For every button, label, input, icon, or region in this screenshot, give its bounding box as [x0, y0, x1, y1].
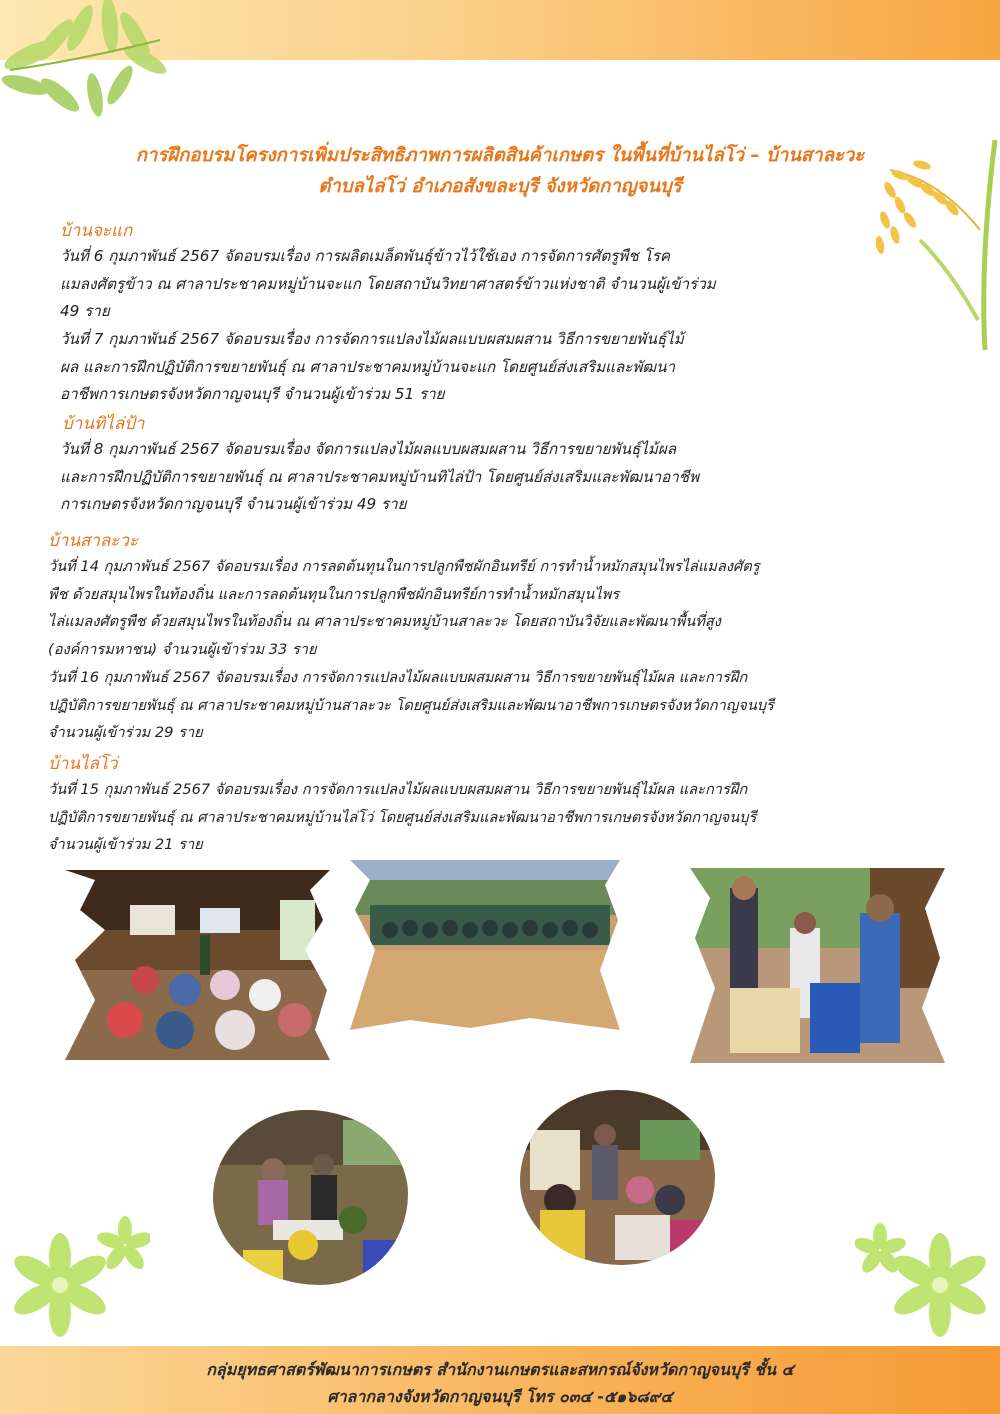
paragraph	[60, 436, 699, 519]
paragraph	[48, 664, 774, 747]
paragraph-line: 49 ราย	[60, 302, 110, 320]
paragraph-line: วันที่ 15 กุมภาพันธ์ 2567 จัดอบรมเรื่อง การจัดการแปลงไม้ผลแบบผสมผสาน วิธีการขยายพันธุ์ไม้ผล และการฝึก	[48, 781, 748, 798]
page-subtitle: ตำบลไล่โว่ อำเภอสังขละบุรี จังหวัดกาญจนบุรี	[318, 176, 682, 197]
training-photo	[350, 860, 620, 1030]
paragraph-line: การเกษตรจังหวัดกาญจนบุรี จำนวนผู้เข้าร่วม 49 ราย	[60, 495, 407, 513]
paragraph-line: ปฏิบัติการขยายพันธุ์ ณ ศาลาประชาคมหมู่บ้านสาละวะ โดยศูนย์ส่งเสริมและพัฒนาอาชีพการเกษตรจังหวัดกาญจนบุรี	[48, 696, 774, 714]
training-photo	[213, 1110, 408, 1285]
paragraph-line: จำนวนผู้เข้าร่วม 21 ราย	[48, 836, 203, 853]
palm-leaf-icon	[0, 0, 170, 130]
paragraph-line: (องค์การมหาชน) จำนวนผู้เข้าร่วม 33 ราย	[48, 640, 317, 658]
paragraph-line: ปฏิบัติการขยายพันธุ์ ณ ศาลาประชาคมหมู่บ้านไล่โว่ โดยศูนย์ส่งเสริมและพัฒนาอาชีพการเกษตรจังหวัดกาญจนบุรี	[48, 808, 757, 826]
paragraph-line: วันที่ 14 กุมภาพันธ์ 2567 จัดอบรมเรื่อง การลดต้นทุนในการปลูกพืชผักอินทรีย์ การทำน้ำหมักสมุนไพรไล่แมลงศัตรู	[48, 558, 760, 575]
paragraph-line: และการฝึกปฏิบัติการขยายพันธุ์ ณ ศาลาประชาคมหมู่บ้านทิไล่ป้า โดยศูนย์ส่งเสริมและพัฒนาอาชีพ	[60, 467, 700, 486]
flower-icon	[855, 1215, 1000, 1355]
paragraph-line: ผล และการฝึกปฏิบัติการขยายพันธุ์ ณ ศาลาประชาคมหมู่บ้านจะแก โดยศูนย์ส่งเสริมและพัฒนา	[60, 357, 676, 376]
paragraph	[60, 243, 716, 326]
training-photo	[690, 868, 945, 1063]
paragraph-line: วันที่ 16 กุมภาพันธ์ 2567 จัดอบรมเรื่อง การจัดการแปลงไม้ผลแบบผสมผสาน วิธีการขยายพันธุ์ไม้ผล และการฝึก	[48, 669, 748, 686]
paragraph-line: ไล่แมลงศัตรูพืช ด้วยสมุนไพรในท้องถิ่น ณ ศาลาประชาคมหมู่บ้านสาละวะ โดยสถาบันวิจัยและพัฒนาพื้นที่สูง	[48, 613, 721, 630]
footer-contact: ศาลากลางจังหวัดกาญจนบุรี โทร ๐๓๔ -๕๑๖๘๙๔	[327, 1387, 673, 1406]
paragraph-line: อาชีพการเกษตรจังหวัดกาญจนบุรี จำนวนผู้เข้าร่วม 51 ราย	[60, 385, 445, 403]
flower-icon	[0, 1215, 150, 1355]
paragraph-line: จำนวนผู้เข้าร่วม 29 ราย	[48, 724, 203, 741]
paragraph	[60, 326, 684, 409]
page-title: การฝึกอบรมโครงการเพิ่มประสิทธิภาพการผลิตสินค้าเกษตร ในพื้นที่บ้านไล่โว่ – บ้านสาละวะ	[135, 145, 865, 166]
section-heading: บ้านจะแก	[60, 221, 133, 241]
paragraph-line: วันที่ 7 กุมภาพันธ์ 2567 จัดอบรมเรื่อง การจัดการแปลงไม้ผลแบบผสมผสาน วิธีการขยายพันธุ์ไม้	[60, 330, 684, 348]
footer-organization: กลุ่มยุทธศาสตร์พัฒนาการเกษตร สำนักงานเกษตรและสหกรณ์จังหวัดกาญจนบุรี ชั้น ๔	[206, 1360, 794, 1379]
training-photo	[520, 1090, 715, 1265]
section-heading: บ้านทิไล่ป้า	[62, 414, 145, 434]
section-heading: บ้านไล่โว่	[48, 754, 118, 774]
paragraph	[48, 553, 760, 663]
paragraph	[48, 776, 756, 859]
paragraph-line: พืช ด้วยสมุนไพรในท้องถิ่น และการลดต้นทุนในการปลูกพืชผักอินทรีย์การทำน้ำหมักสมุนไพร	[48, 585, 620, 603]
paragraph-line: วันที่ 6 กุมภาพันธ์ 2567 จัดอบรมเรื่อง การผลิตเมล็ดพันธุ์ข้าวไว้ใช้เอง การจัดการศัตรูพืช โรค	[60, 247, 671, 265]
section-heading: บ้านสาละวะ	[48, 531, 139, 551]
training-photo	[65, 870, 330, 1060]
paragraph-line: แมลงศัตรูข้าว ณ ศาลาประชาคมหมู่บ้านจะแก โดยสถาบันวิทยาศาสตร์ข้าวแห่งชาติ จำนวนผู้เข้าร่วม	[60, 274, 716, 293]
paragraph-line: วันที่ 8 กุมภาพันธ์ 2567 จัดอบรมเรื่อง จัดการแปลงไม้ผลแบบผสมผสาน วิธีการขยายพันธุ์ไม้ผล	[60, 440, 677, 458]
